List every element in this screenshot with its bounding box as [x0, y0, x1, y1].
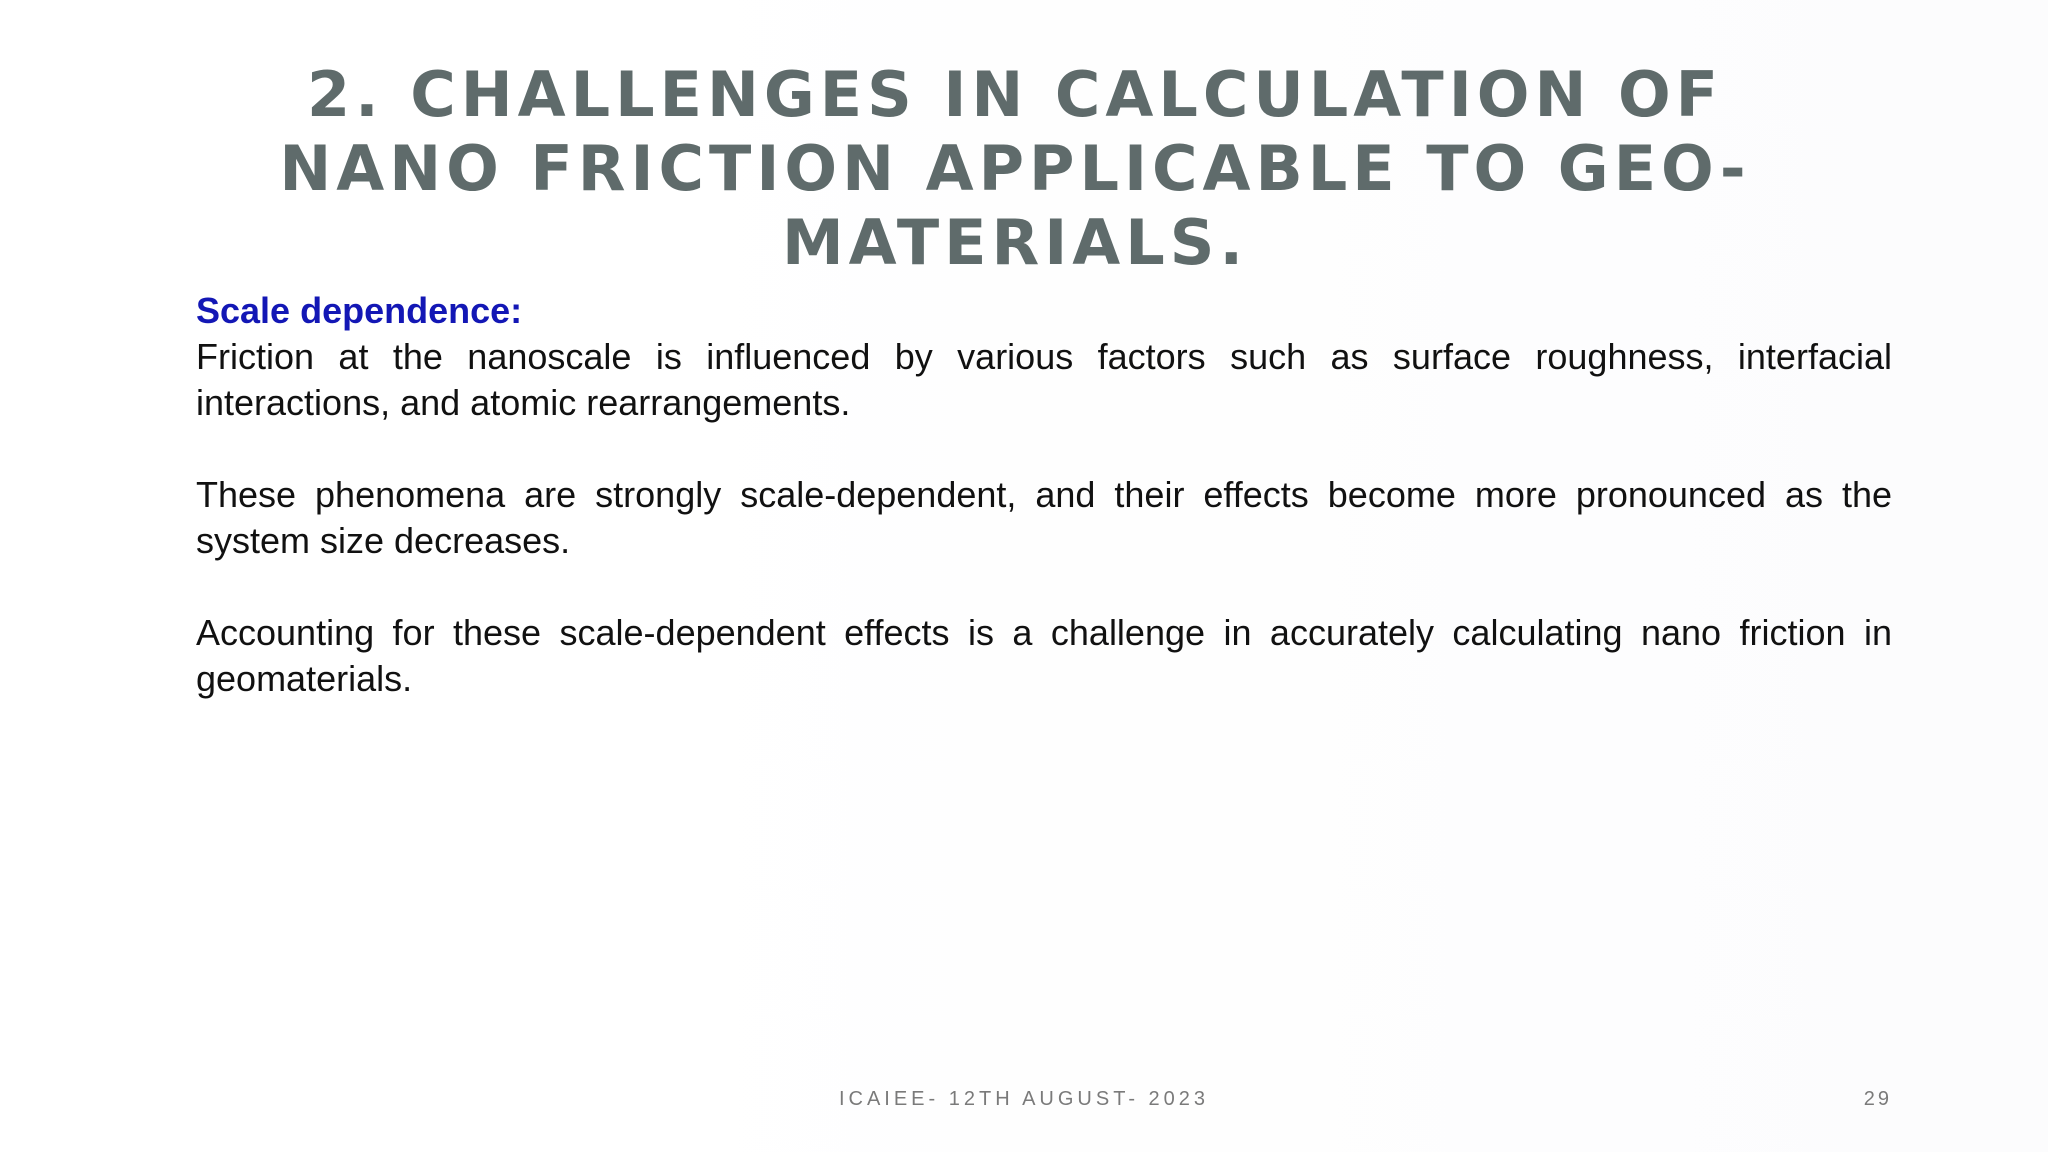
page-number: 29	[1863, 1088, 1892, 1110]
section-subheading: Scale dependence:	[196, 290, 523, 331]
body-paragraph: Accounting for these scale-dependent effects is a challenge in accurately calculating nano friction in geomaterials.	[196, 612, 1892, 699]
body-paragraph: Friction at the nanoscale is influenced by various factors such as surface roughness, interfacial interactions, and atomic rearrangements.	[196, 336, 1892, 423]
body-paragraph: These phenomena are strongly scale-dependent, and their effects become more pronounced as the system size decreases.	[196, 474, 1892, 561]
slide-body	[196, 288, 1892, 748]
slide-footer: ICAIEE- 12TH AUGUST- 2023	[838, 1088, 1210, 1110]
slide-title: 2. CHALLENGES IN CALCULATION OF NANO FRICTION APPLICABLE TO GEO-MATERIALS.	[279, 58, 1751, 279]
